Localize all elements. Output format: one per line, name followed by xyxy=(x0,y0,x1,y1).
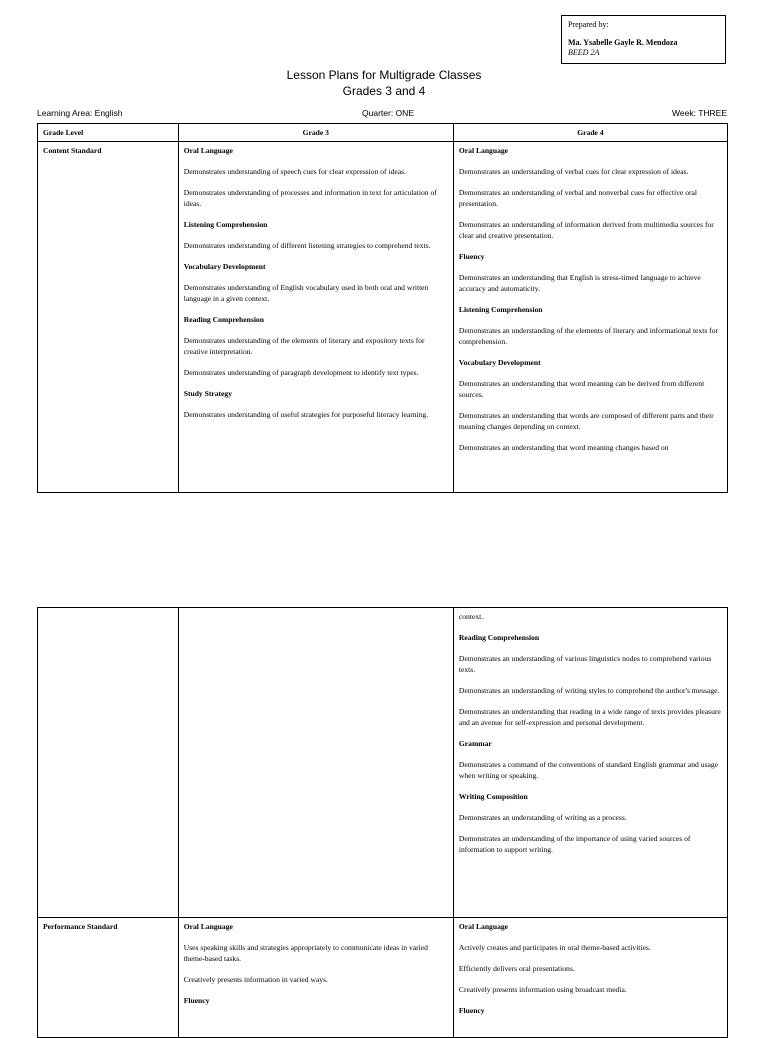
standard-text: Demonstrates an understanding that word meaning can be derived from different sources. xyxy=(458,379,705,399)
performance-grade-3-cell xyxy=(178,918,453,1038)
performance-grade-4-cell xyxy=(453,918,727,1038)
standard-text: Demonstrates an understanding of writing styles to comprehend the author's message. xyxy=(458,686,720,695)
section-heading: Grammar xyxy=(458,739,492,748)
preparer-name: Ma. Ysabelle Gayle R. Mendoza xyxy=(568,38,678,47)
section-heading: Reading Comprehension xyxy=(183,315,264,324)
standard-text: Demonstrates an understanding of various linguistics nodes to comprehend various texts. xyxy=(458,654,712,674)
standard-text: Demonstrates an understanding of information derived from multimedia sources for clear and creative presentation. xyxy=(458,220,714,240)
standard-text: Demonstrates understanding of paragraph development to identify text types. xyxy=(183,368,419,377)
standard-text: Demonstrates a command of the conventions of standard English grammar and usage when writing or speaking. xyxy=(458,760,719,780)
section-heading: Reading Comprehension xyxy=(458,633,540,642)
content-grade-3-cell xyxy=(178,142,453,493)
standard-text: Demonstrates an understanding that words are composed of different parts and their meaning changes depending on context. xyxy=(458,411,714,431)
section-heading: Listening Comprehension xyxy=(183,220,268,229)
section-heading: Vocabulary Development xyxy=(183,262,266,271)
content-label-continued xyxy=(38,608,179,918)
table-header-row xyxy=(38,124,728,142)
standard-text: Demonstrates an understanding of verbal and nonverbal cues for effective oral presentation. xyxy=(458,188,698,208)
section-heading: Oral Language xyxy=(183,922,233,931)
standard-text: Creatively presents information using broadcast media. xyxy=(458,985,627,994)
section-heading: Fluency xyxy=(458,1006,485,1015)
standard-text: Efficiently delivers oral presentations. xyxy=(458,964,575,973)
standard-text: Actively creates and participates in oral theme-based activities. xyxy=(458,943,651,952)
prepared-by-label: Prepared by: xyxy=(568,20,609,29)
standard-text: Demonstrates an understanding of writing as a process. xyxy=(458,813,627,822)
learning-area: Learning Area: English xyxy=(37,108,123,118)
section-heading: Oral Language xyxy=(458,146,509,155)
standard-text: Demonstrates an understanding of the importance of using varied sources of information to support writing. xyxy=(458,834,691,854)
standard-text: Demonstrates an understanding of verbal cues for clear expression of ideas. xyxy=(458,167,689,176)
content-standard-label: Content Standard xyxy=(38,142,179,493)
standard-text: Demonstrates understanding of different listening strategies to comprehend texts. xyxy=(183,241,431,250)
quarter: Quarter: ONE xyxy=(362,108,414,118)
standard-text: Demonstrates understanding of processes and information in text for articulation of ideas. xyxy=(183,188,437,208)
table-row xyxy=(38,918,728,1038)
prepared-by-box xyxy=(561,15,726,64)
section-heading: Listening Comprehension xyxy=(458,305,543,314)
week: Week: THREE xyxy=(672,108,727,118)
section-heading: Oral Language xyxy=(458,922,509,931)
standard-text: context. xyxy=(458,612,484,621)
preparer-course: BEED 2A xyxy=(568,48,600,57)
lesson-plan-table-continued xyxy=(37,607,728,1038)
standard-text: Demonstrates an understanding that reading in a wide range of texts provides pleasure and an avenue for self-expression and personal development. xyxy=(458,707,721,727)
header-grade-4: Grade 4 xyxy=(453,124,727,142)
content-grade-4-cell xyxy=(453,142,727,493)
section-heading: Fluency xyxy=(458,252,485,261)
section-heading: Writing Composition xyxy=(458,792,528,801)
content-grade-3-continued xyxy=(178,608,453,918)
standard-text: Demonstrates understanding of useful strategies for purposeful literacy learning. xyxy=(183,410,429,419)
header-grade-3: Grade 3 xyxy=(178,124,453,142)
section-heading: Fluency xyxy=(183,996,210,1005)
table-row xyxy=(38,608,728,918)
standard-text: Demonstrates an understanding that English is stress-timed language to achieve accuracy and automaticity. xyxy=(458,273,701,293)
standard-text: Demonstrates an understanding that word meaning changes based on xyxy=(458,443,669,452)
lesson-plan-table xyxy=(37,123,728,493)
standard-text: Demonstrates an understanding of the elements of literary and informational texts for comprehension. xyxy=(458,326,719,346)
header-grade-level: Grade Level xyxy=(38,124,179,142)
performance-standard-label: Performance Standard xyxy=(38,918,179,1038)
table-row xyxy=(38,142,728,493)
section-heading: Oral Language xyxy=(183,146,233,155)
content-grade-4-continued-cell xyxy=(453,608,727,918)
section-heading: Study Strategy xyxy=(183,389,233,398)
standard-text: Creatively presents information in varied ways. xyxy=(183,975,328,984)
document-title: Lesson Plans for Multigrade Classes xyxy=(286,68,482,82)
section-heading: Vocabulary Development xyxy=(458,358,541,367)
standard-text: Demonstrates understanding of English vocabulary used in both oral and written language in a given context. xyxy=(183,283,429,303)
standard-text: Demonstrates understanding of speech cues for clear expression of ideas. xyxy=(183,167,406,176)
document-subtitle: Grades 3 and 4 xyxy=(342,84,426,98)
standard-text: Uses speaking skills and strategies appropriately to communicate ideas in varied theme-based tasks. xyxy=(183,943,428,963)
standard-text: Demonstrates understanding of the elements of literary and expository texts for creative interpretation. xyxy=(183,336,425,356)
